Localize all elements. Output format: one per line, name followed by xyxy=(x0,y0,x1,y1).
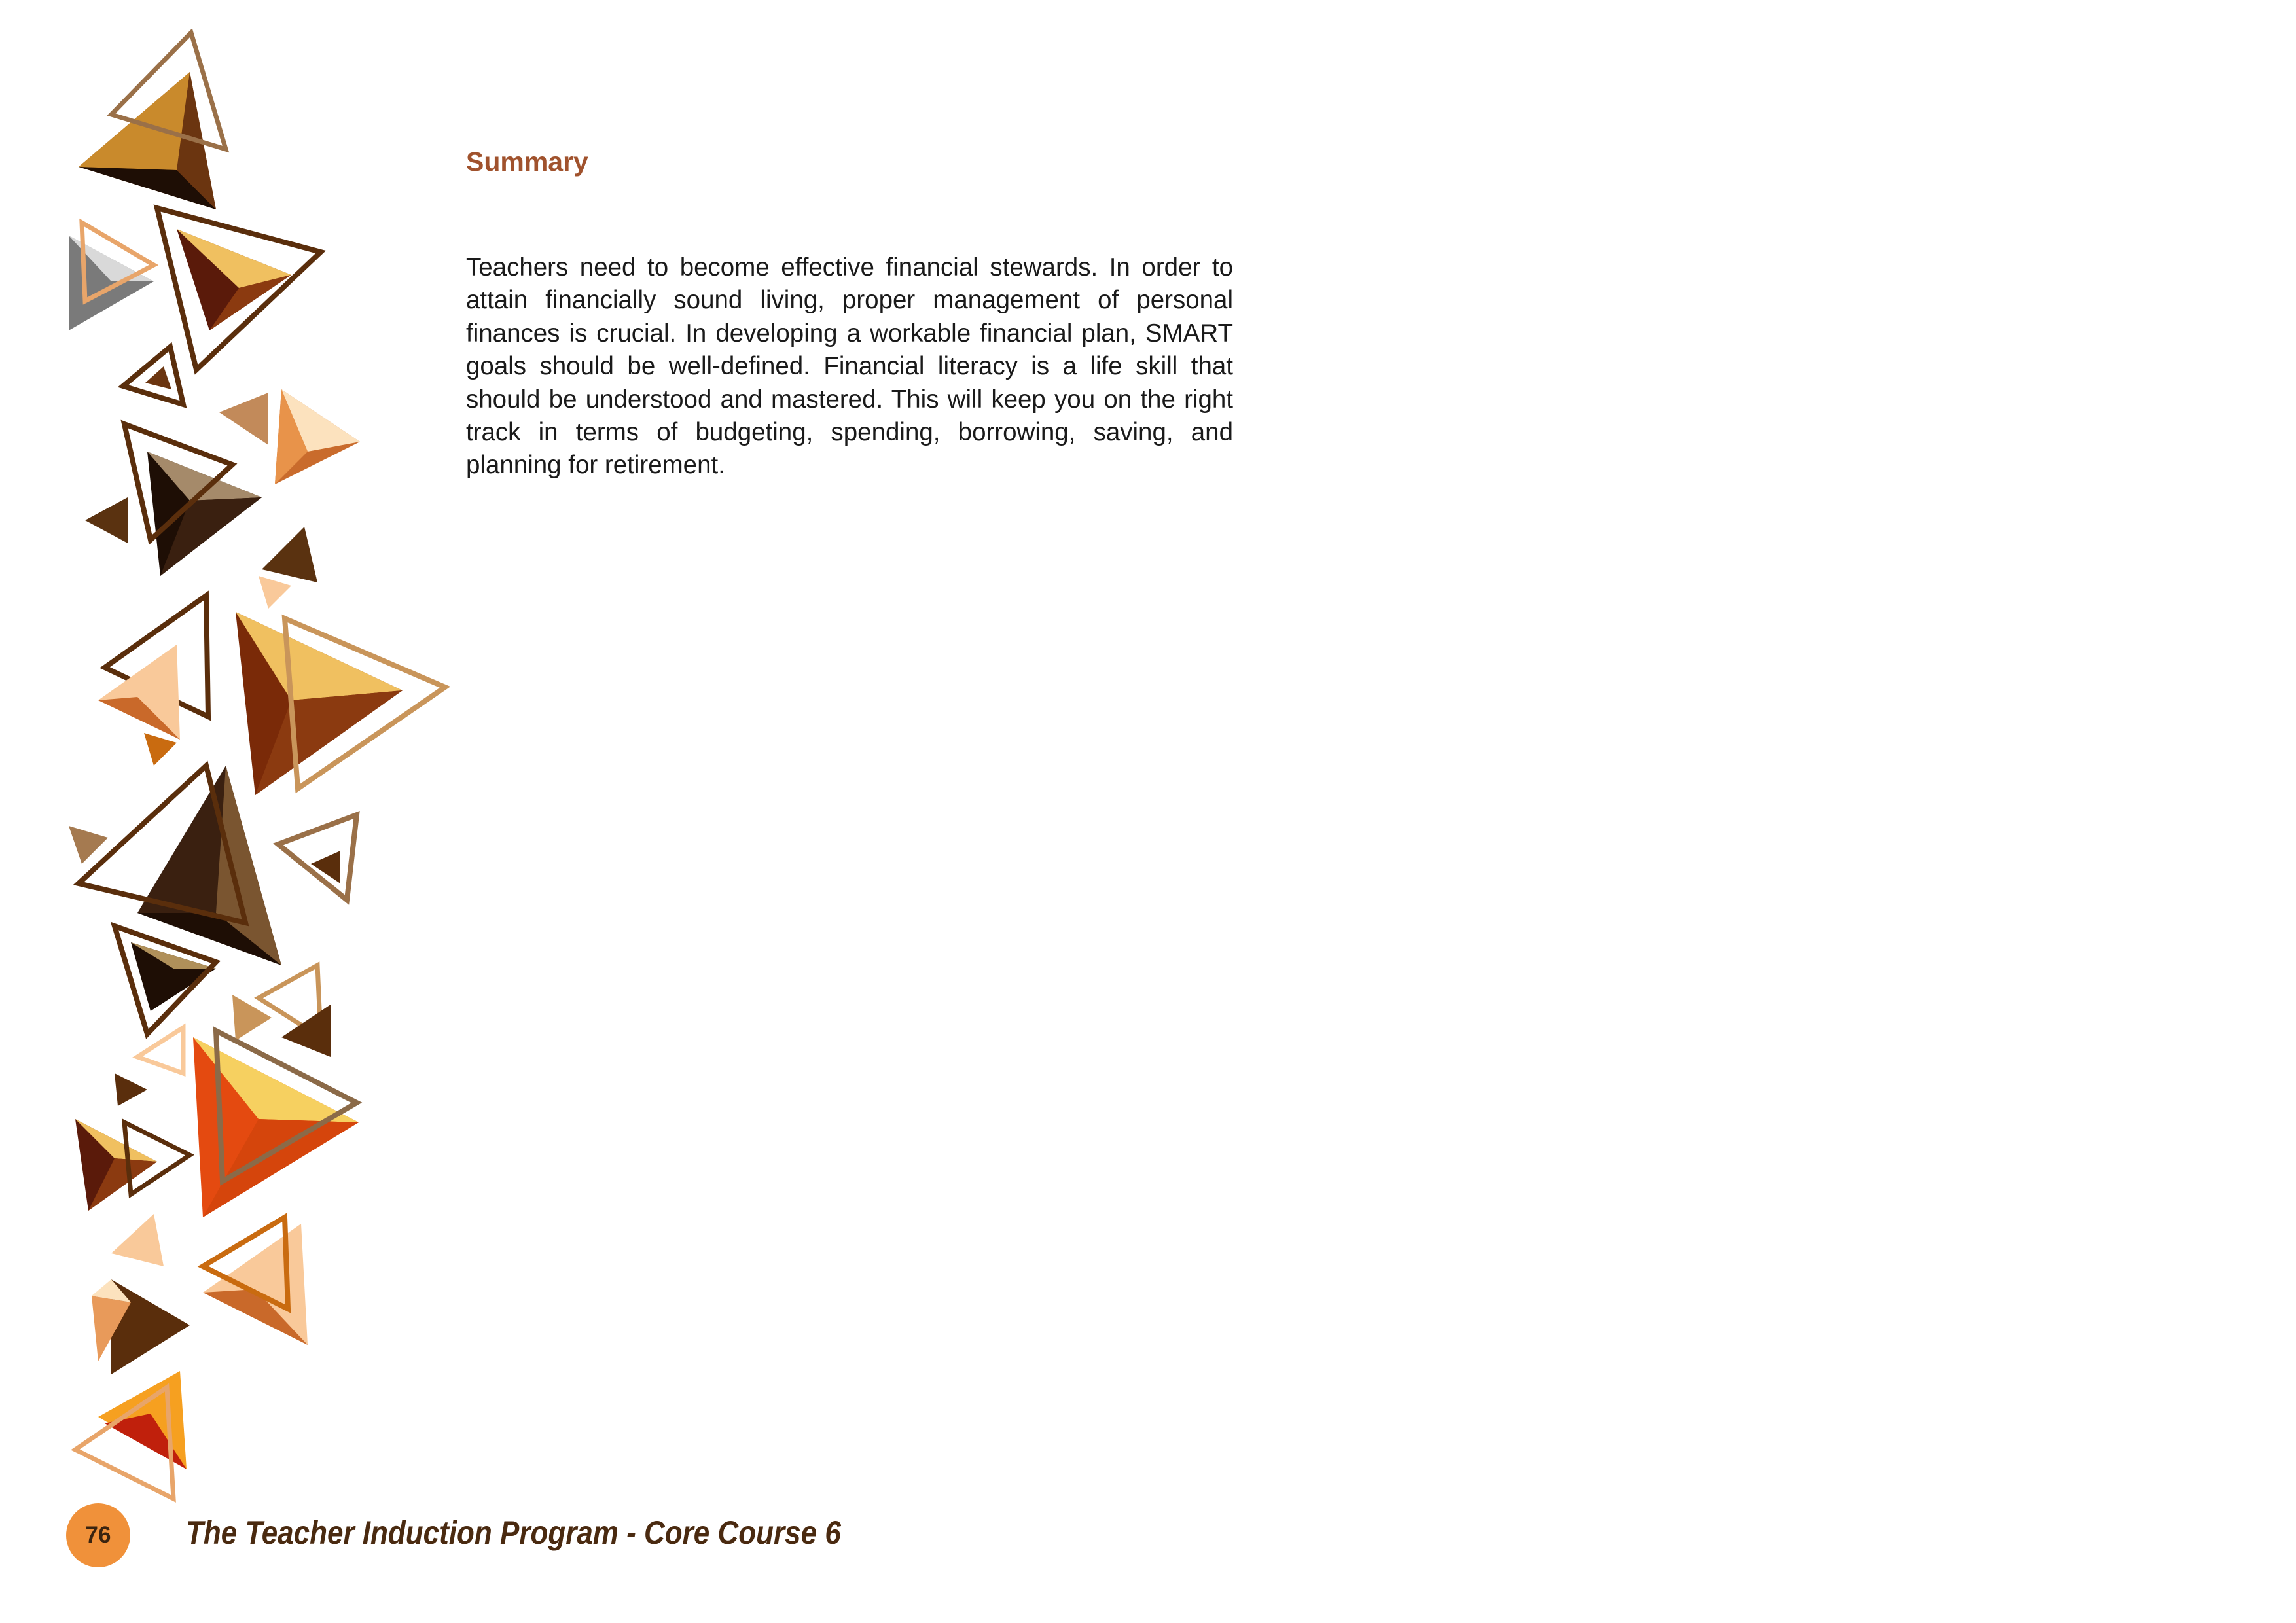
triangle-cluster-14 xyxy=(115,1027,183,1106)
triangle-cluster-1 xyxy=(79,33,226,209)
triangle-cluster-6 xyxy=(85,424,262,576)
summary-paragraph: Teachers need to become effective financial stewards. In order to attain financially sound living, proper management of personal finances is crucial. In developing a workable financial plan, SMART goals should be well-defined. Financial literacy is a life skill that should be understood and mastered. This will keep you on the right track in terms of budgeting, spending, borrowing, saving, and planning for retirement. xyxy=(466,253,1233,480)
triangle-cluster-11 xyxy=(278,815,357,900)
triangle-cluster-19 xyxy=(92,1279,190,1374)
triangle-cluster-8 xyxy=(98,596,208,766)
triangle-cluster-3 xyxy=(157,208,321,370)
page-number: 76 xyxy=(85,1522,111,1548)
triangle-cluster-16 xyxy=(75,1119,190,1211)
triangle-cluster-15 xyxy=(193,1031,359,1217)
triangle-cluster-7 xyxy=(259,527,317,609)
triangle-cluster-9 xyxy=(236,612,445,795)
triangle-cluster-18 xyxy=(203,1217,308,1345)
section-title: Summary xyxy=(466,147,588,177)
triangle-cluster-17 xyxy=(111,1214,164,1266)
triangle-cluster-13 xyxy=(232,965,331,1057)
footer-course-title: The Teacher Induction Program - Core Course 6 xyxy=(186,1514,841,1551)
triangle-cluster-2 xyxy=(69,223,154,330)
triangle-cluster-12 xyxy=(115,926,216,1034)
triangle-cluster-5 xyxy=(219,389,360,484)
triangle-cluster-10 xyxy=(69,766,281,965)
triangle-cluster-20 xyxy=(75,1371,187,1499)
page-number-badge xyxy=(66,1503,130,1567)
triangle-cluster-4 xyxy=(123,347,183,404)
